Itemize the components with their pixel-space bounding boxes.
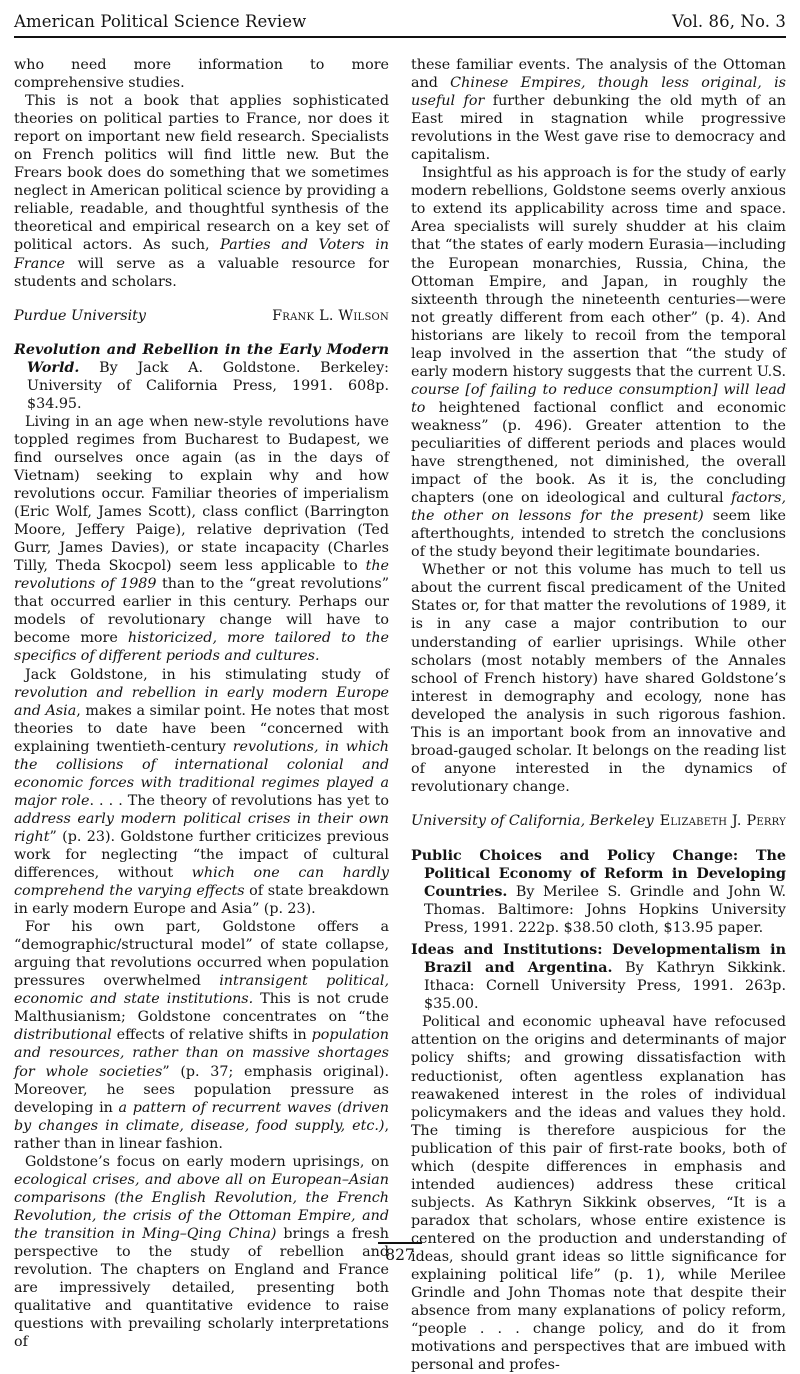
- book-entry-grindle-thomas: [411, 847, 786, 937]
- reviewer-byline-perry: [411, 812, 786, 830]
- text-emphasis: intransigent political, economic and state institutions.: [14, 973, 389, 1008]
- paragraph-continued-right: [411, 56, 786, 164]
- book-imprint: By Merilee S. Grindle and John W. Thomas. Baltimore: Johns Hopkins University Press, 1991. 222p. $38.50 cloth, $13.95 paper.: [424, 884, 786, 937]
- book-imprint: By Kathryn Sikkink. Ithaca: Cornell University Press, 1991. 263p. $35.00.: [424, 960, 786, 1013]
- book-entry-goldstone: [14, 341, 389, 413]
- reviewer-name: Frank L. Wilson: [272, 307, 389, 324]
- reviewer-name: Elizabeth J. Perry: [659, 812, 786, 829]
- reviewer-byline-wilson: [14, 307, 389, 325]
- text-run: Jack Goldstone, in his stimulating study of: [25, 666, 389, 683]
- review-paragraph-insightful: [411, 164, 786, 561]
- text-emphasis: ecological crises, and above all on European–Asian comparisons (the English Revolution, the French Revolution, the crisis of the Ottoman Empire, and the transition in Ming–Qing China): [14, 1171, 389, 1242]
- volume-issue: Vol. 86, No. 3: [671, 12, 786, 31]
- footer-rule: [378, 1242, 422, 1244]
- running-head: [14, 12, 786, 31]
- book-title: Public Choices and Policy Change: The Political Economy of Reform in Developing Countries.: [411, 847, 786, 901]
- left-column: [14, 56, 389, 1374]
- header-rule: [14, 36, 786, 38]
- text-emphasis: course [of failing to reduce consumption] will lead to: [411, 381, 786, 416]
- page-number: 827: [385, 1246, 415, 1264]
- text-run: This is not crude Malthusianism; Goldstone concentrates on “the: [14, 991, 389, 1026]
- two-column-body: [14, 56, 786, 1374]
- review-paragraph-1: [14, 413, 389, 666]
- text-emphasis: Chinese Empires, though less original, is useful for: [411, 75, 786, 110]
- text-run: . . . . The theory of revolutions has yet to: [89, 792, 389, 809]
- text-run: will serve as a valuable resource for students and scholars.: [14, 255, 389, 290]
- text-run: Insightful as his approach is for the study of early modern rebellions, Goldstone seems overly anxious to extend its applicability across time and space. Area specialists will surely shudder at his claim that “the states of early modern Eurasia—including the European monarchies, Russia, China, the Ottoman Empire, and Japan, in roughly the sixteenth through the nineteenth centuries—were not greatly different from each other” (p. 4). And historians are likely to recoil from the temporal leap involved in the assertion that “the study of early modern history suggests that the current U.S.: [411, 165, 786, 380]
- text-emphasis: historicized, more tailored to the specifics of different periods and cultures.: [14, 630, 389, 665]
- page-footer: [0, 1242, 800, 1264]
- text-run: these familiar events. The analysis of the Ottoman and: [411, 57, 786, 92]
- text-emphasis: population and resources, rather than on massive shortages for whole societies: [14, 1027, 389, 1080]
- text-emphasis: revolutions, in which the collisions of international colonial and economic forces with traditional regimes played a major role: [14, 738, 389, 809]
- text-run: , rather than in linear fashion.: [14, 1117, 389, 1152]
- review-paragraph-final: Political and economic upheaval have refocused attention on the origins and determinants of major policy shifts; and growing dissatisfaction with reductionist, often agentless explanation has reawakened interest in the roles of individual policymakers and the ideas and values they hold. The timing is therefore auspicious for the publication of this pair of first-rate books, both of which (despite differences in emphasis and intended audiences) address these critical subjects. As Kathryn Sikkink observes, “It is a paradox that scholars, whose entire existence is centered on the production and understanding of ideas, should grant ideas so little significance for explaining political life” (p. 1), while Merilee Grindle and John Thomas note that despite their absence from many explanations of policy reform, “people . . . change policy, and do it from motivations and perspectives that are imbued with personal and profes-: [411, 1014, 786, 1374]
- paragraph-continued: who need more information to more comprehensive studies.: [14, 57, 389, 92]
- book-imprint: By Jack A. Goldstone. Berkeley: University of California Press, 1991. 608p. $34.95.: [27, 359, 389, 412]
- text-run: seem like afterthoughts, intended to stretch the conclusions of the study beyond their legitimate boundaries.: [411, 508, 787, 561]
- paragraph-frears-review: [14, 92, 389, 291]
- text-run: ” (p. 37; emphasis original). Moreover, he sees population pressure as developing in: [14, 1063, 389, 1116]
- text-run: ” (p. 23). Goldstone further criticizes previous work for neglecting “the impact of cultural differences, without: [14, 828, 389, 882]
- text-emphasis: address early modern political crises in their own right: [14, 810, 389, 845]
- book-title: Revolution and Rebellion in the Early Modern World.: [14, 341, 389, 376]
- text-run: than to the “great revolutions” that occurred earlier in this century. Perhaps our models of revolutionary change will have to become more: [14, 576, 390, 647]
- reviewer-affiliation: University of California, Berkeley: [411, 812, 654, 829]
- text-emphasis: revolution and rebellion in early modern Europe and Asia: [14, 684, 389, 719]
- text-emphasis: the revolutions of 1989: [14, 558, 389, 593]
- book-entry-sikkink: [411, 941, 786, 1013]
- text-emphasis: distributional: [14, 1027, 112, 1044]
- text-run: For his own part, Goldstone offers a “demographic/structural model” of state collapse, arguing that revolutions occurred when population pressures overwhelmed: [14, 919, 389, 990]
- text-run: of state breakdown in early modern Europe and Asia” (p. 23).: [14, 883, 389, 918]
- text-run: effects of relative shifts in: [111, 1027, 312, 1044]
- journal-title: American Political Science Review: [14, 12, 307, 31]
- reviewer-affiliation: Purdue University: [14, 307, 146, 324]
- text-run: This is not a book that applies sophisticated theories on political parties to France, nor does it report on important new field research. Specialists on French politics will find little new. But the Frears book does do something that we sometimes neglect in American political science by providing a reliable, readable, and thoughtful synthesis of the theoretical and empirical research on a key set of political actors. As such,: [14, 93, 389, 254]
- right-column: [411, 56, 786, 1374]
- text-run: Goldstone’s focus on early modern uprisings, on: [25, 1153, 389, 1170]
- text-run: , makes a similar point. He notes that most theories to date have been “concerned with explaining twentieth-century: [14, 702, 389, 755]
- text-run: heightened factional conflict and economic weakness” (p. 496). Greater attention to the peculiarities of different periods and places would have strengthened, not diminished, the overall impact of the book. As it is, the concluding chapters (one on ideological and cultural: [411, 399, 786, 507]
- text-emphasis: factors, the other on lessons for the present): [411, 490, 786, 525]
- text-emphasis: a pattern of recurrent waves (driven by changes in climate, disease, food supply, etc.): [14, 1099, 389, 1134]
- text-run: further debunking the old myth of an East mired in stagnation while progressive revolutions in the West gave rise to democracy and capitalism.: [411, 93, 787, 164]
- book-title-italic: Parties and Voters in France: [14, 237, 389, 272]
- book-title: Ideas and Institutions: Developmentalism in Brazil and Argentina.: [411, 942, 786, 977]
- text-run: Living in an age when new-style revolutions have toppled regimes from Bucharest to Budapest, we find ourselves once again (as in the days of Vietnam) seeking to explain why and how revolutions occur. Familiar theories of imperialism (Eric Wolf, James Scott), class conflict (Barrington Moore, Jeffery Paige), relative deprivation (Ted Gurr, James Davies), or state incapacity (Charles Tilly, Theda Skocpol) seem less applicable to: [14, 413, 389, 575]
- review-paragraph-2: [14, 666, 389, 919]
- review-paragraph-3: [14, 918, 389, 1153]
- text-emphasis: which one can hardly comprehend the varying effects: [14, 865, 389, 900]
- text-run: brings a fresh perspective to the study of rebellion and revolution. The chapters on England and France are impressively detailed, presenting both qualitative and quantitative evidence to raise questions with prevailing scholarly interpretations of: [14, 1225, 389, 1351]
- review-paragraph-whether: Whether or not this volume has much to tell us about the current fiscal predicament of the United States or, for that matter the revolutions of 1989, it is in any case a major contribution to our understanding of earlier uprisings. While other scholars (most notably members of the Annales school of French history) have shared Goldstone’s interest in demography and ecology, none has developed the analysis in such rigorous fashion. This is an important book from an innovative and broad-gauged scholar. It belongs on the reading list of anyone interested in the dynamics of revolutionary change.: [411, 562, 786, 795]
